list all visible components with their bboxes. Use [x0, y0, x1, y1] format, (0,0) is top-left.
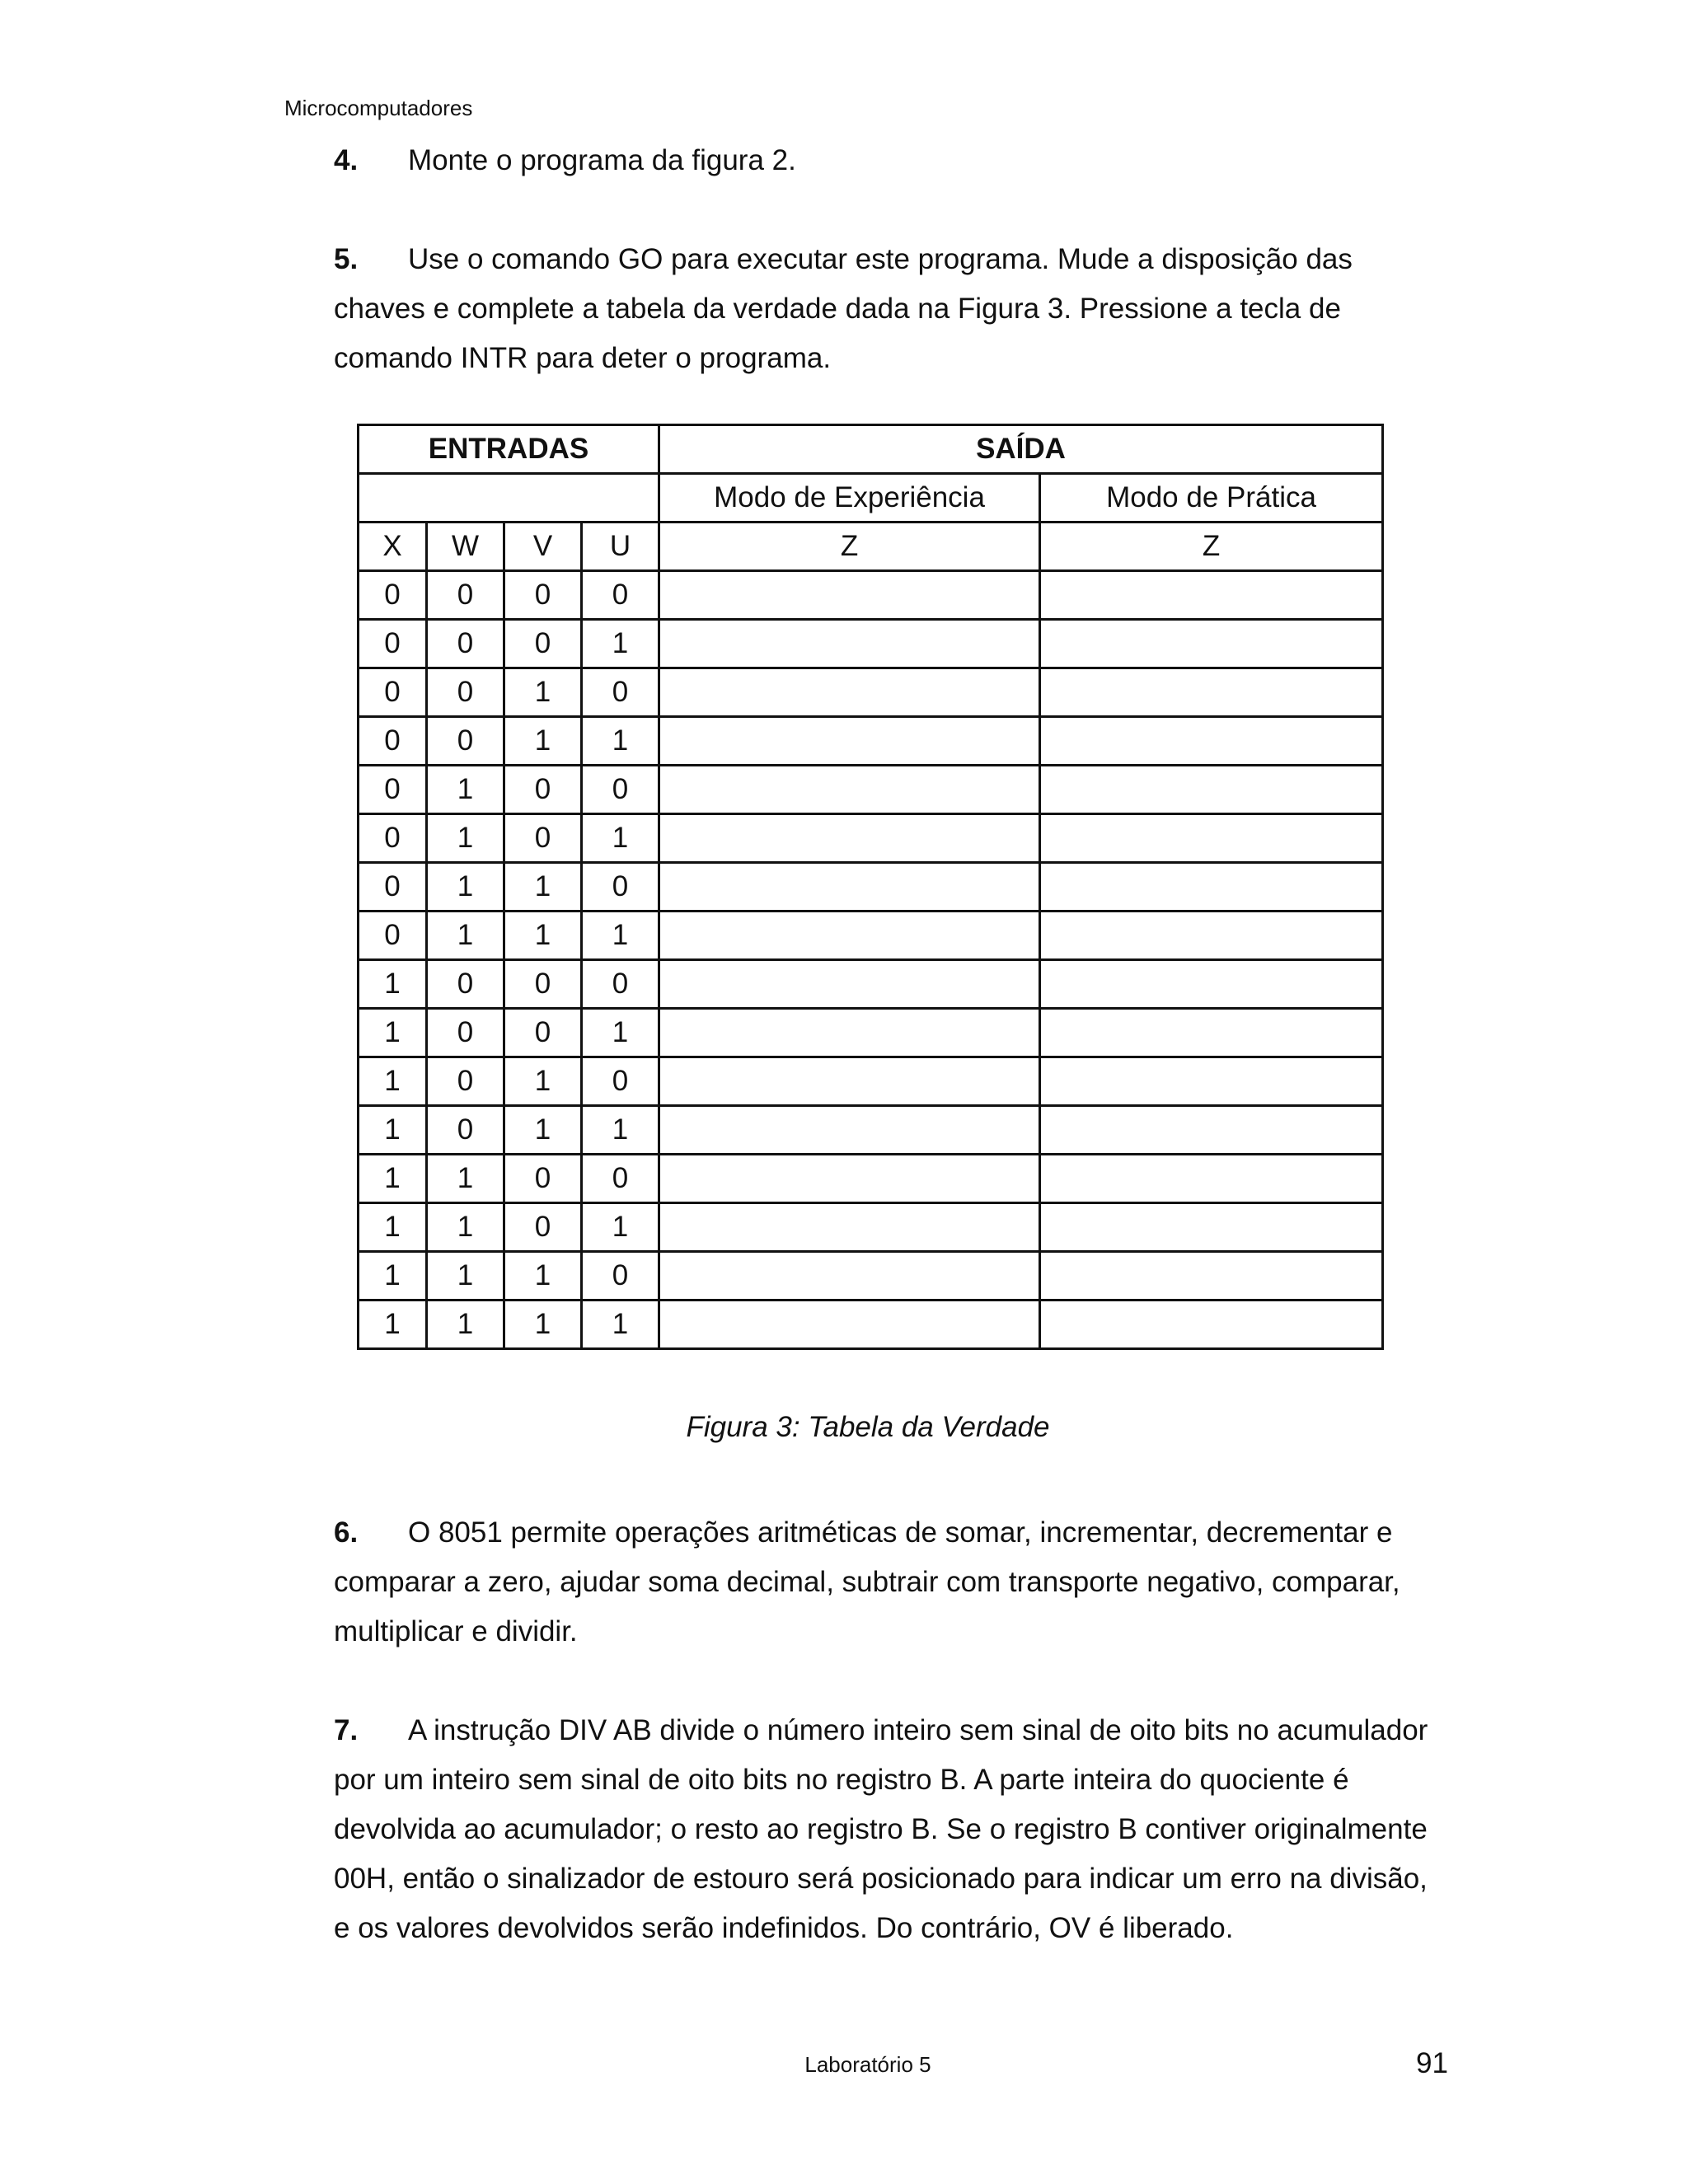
input-cell: 1 — [359, 1301, 427, 1349]
output-cell-experiencia[interactable] — [659, 1057, 1040, 1106]
table-header-row — [359, 425, 1383, 474]
input-cell: 1 — [359, 1155, 427, 1203]
input-cell: 1 — [427, 1203, 504, 1252]
input-cell: 0 — [359, 717, 427, 766]
input-cell: 0 — [504, 1203, 582, 1252]
output-cell-experiencia[interactable] — [659, 1009, 1040, 1057]
output-cell-experiencia[interactable] — [659, 620, 1040, 668]
input-cell: 1 — [504, 1301, 582, 1349]
input-cell: 0 — [582, 960, 659, 1009]
item-number: 4. — [334, 144, 359, 176]
output-cell-pratica[interactable] — [1040, 1203, 1383, 1252]
table-row — [359, 1106, 1383, 1155]
input-cell: 0 — [504, 571, 582, 620]
input-cell: 0 — [359, 814, 427, 863]
item-number: 7. — [334, 1714, 359, 1746]
output-cell-experiencia[interactable] — [659, 912, 1040, 960]
input-cell: 1 — [582, 717, 659, 766]
table-row — [359, 668, 1383, 717]
table-row — [359, 1009, 1383, 1057]
output-cell-pratica[interactable] — [1040, 1009, 1383, 1057]
item-5 — [334, 235, 1451, 383]
output-cell-experiencia[interactable] — [659, 1252, 1040, 1301]
input-cell: 0 — [582, 1252, 659, 1301]
col-z-experiencia: Z — [659, 523, 1040, 571]
item-text: O 8051 permite operações aritméticas de somar, incrementar, decrementar e comparar a zero, ajudar soma decimal, subtrair com transporte negativo, comparar, multiplicar e dividir. — [334, 1516, 1400, 1647]
col-u: U — [582, 523, 659, 571]
saida-header: SAÍDA — [659, 425, 1383, 474]
col-w: W — [427, 523, 504, 571]
input-cell: 1 — [582, 620, 659, 668]
input-cell: 0 — [427, 960, 504, 1009]
input-cell: 1 — [359, 1106, 427, 1155]
truth-table — [357, 424, 1384, 1350]
entradas-header: ENTRADAS — [359, 425, 659, 474]
input-cell: 0 — [582, 571, 659, 620]
item-text: Use o comando GO para executar este programa. Mude a disposição das chaves e complete a tabela da verdade dada na Figura 3. Pressione a tecla de comando INTR para deter o programa. — [334, 243, 1353, 374]
item-7 — [334, 1706, 1451, 1953]
output-cell-pratica[interactable] — [1040, 717, 1383, 766]
input-cell: 0 — [427, 1009, 504, 1057]
input-cell: 0 — [504, 1009, 582, 1057]
mode-pratica: Modo de Prática — [1040, 474, 1383, 523]
output-cell-pratica[interactable] — [1040, 620, 1383, 668]
input-cell: 1 — [582, 1301, 659, 1349]
table-row — [359, 1252, 1383, 1301]
input-cell: 0 — [427, 620, 504, 668]
output-cell-experiencia[interactable] — [659, 814, 1040, 863]
input-cell: 1 — [582, 1203, 659, 1252]
output-cell-experiencia[interactable] — [659, 766, 1040, 814]
input-cell: 0 — [504, 620, 582, 668]
input-cell: 0 — [427, 571, 504, 620]
input-cell: 1 — [582, 1106, 659, 1155]
output-cell-pratica[interactable] — [1040, 863, 1383, 912]
table-row — [359, 1301, 1383, 1349]
input-cell: 0 — [582, 668, 659, 717]
input-cell: 1 — [504, 1057, 582, 1106]
input-cell: 1 — [504, 717, 582, 766]
input-cell: 1 — [359, 1252, 427, 1301]
output-cell-experiencia[interactable] — [659, 1155, 1040, 1203]
table-row — [359, 863, 1383, 912]
input-cell: 0 — [504, 1155, 582, 1203]
input-cell: 0 — [427, 1106, 504, 1155]
output-cell-experiencia[interactable] — [659, 717, 1040, 766]
output-cell-pratica[interactable] — [1040, 1155, 1383, 1203]
input-cell: 0 — [359, 912, 427, 960]
table-row — [359, 814, 1383, 863]
output-cell-pratica[interactable] — [1040, 1301, 1383, 1349]
item-text: Monte o programa da figura 2. — [408, 144, 796, 176]
input-cell: 0 — [582, 766, 659, 814]
input-cell: 1 — [359, 1009, 427, 1057]
input-cell: 1 — [427, 1252, 504, 1301]
output-cell-pratica[interactable] — [1040, 1106, 1383, 1155]
input-cell: 1 — [427, 1155, 504, 1203]
input-cell: 1 — [427, 863, 504, 912]
column-label-row — [359, 523, 1383, 571]
input-cell: 1 — [359, 960, 427, 1009]
input-cell: 1 — [427, 912, 504, 960]
running-header: Microcomputadores — [284, 96, 473, 120]
output-cell-experiencia[interactable] — [659, 960, 1040, 1009]
input-cell: 1 — [504, 863, 582, 912]
output-cell-experiencia[interactable] — [659, 1106, 1040, 1155]
page-number: 91 — [1416, 2047, 1448, 2079]
output-cell-pratica[interactable] — [1040, 571, 1383, 620]
table-row — [359, 571, 1383, 620]
input-cell: 0 — [427, 1057, 504, 1106]
input-cell: 0 — [582, 1155, 659, 1203]
input-cell: 0 — [582, 863, 659, 912]
input-cell: 0 — [582, 1057, 659, 1106]
item-6 — [334, 1508, 1451, 1657]
col-v: V — [504, 523, 582, 571]
input-cell: 1 — [427, 1301, 504, 1349]
item-4 — [334, 136, 1451, 185]
input-cell: 0 — [359, 571, 427, 620]
output-cell-pratica[interactable] — [1040, 668, 1383, 717]
col-z-pratica: Z — [1040, 523, 1383, 571]
input-cell: 0 — [359, 766, 427, 814]
output-cell-experiencia[interactable] — [659, 1203, 1040, 1252]
input-cell: 0 — [427, 717, 504, 766]
item-number: 6. — [334, 1516, 359, 1549]
table-row — [359, 620, 1383, 668]
blank-cell — [359, 474, 659, 523]
input-cell: 1 — [427, 766, 504, 814]
input-cell: 0 — [359, 620, 427, 668]
input-cell: 1 — [504, 1252, 582, 1301]
input-cell: 1 — [359, 1057, 427, 1106]
output-cell-pratica[interactable] — [1040, 814, 1383, 863]
output-cell-pratica[interactable] — [1040, 1057, 1383, 1106]
input-cell: 0 — [504, 766, 582, 814]
output-cell-experiencia[interactable] — [659, 1301, 1040, 1349]
input-cell: 1 — [582, 1009, 659, 1057]
input-cell: 1 — [359, 1203, 427, 1252]
col-x: X — [359, 523, 427, 571]
table-row — [359, 717, 1383, 766]
table-row — [359, 1057, 1383, 1106]
input-cell: 1 — [427, 814, 504, 863]
table-row — [359, 766, 1383, 814]
mode-row — [359, 474, 1383, 523]
output-cell-experiencia[interactable] — [659, 863, 1040, 912]
input-cell: 0 — [427, 668, 504, 717]
input-cell: 0 — [504, 814, 582, 863]
input-cell: 1 — [504, 1106, 582, 1155]
output-cell-pratica[interactable] — [1040, 1252, 1383, 1301]
table-row — [359, 912, 1383, 960]
input-cell: 0 — [359, 668, 427, 717]
table-row — [359, 960, 1383, 1009]
input-cell: 1 — [504, 668, 582, 717]
footer-section: Laboratório 5 — [804, 2052, 931, 2077]
input-cell: 1 — [504, 912, 582, 960]
input-cell: 1 — [582, 814, 659, 863]
input-cell: 1 — [582, 912, 659, 960]
mode-experiencia: Modo de Experiência — [659, 474, 1040, 523]
item-text: A instrução DIV AB divide o número inteiro sem sinal de oito bits no acumulador por um inteiro sem sinal de oito bits no registro B. A parte inteira do quociente é devolvida ao acumulador; o resto ao registro B. Se o registro B contiver originalmente 00H, então o sinalizador de estouro será posicionado para indicar um erro na divisão, e os valores devolvidos serão indefinidos. Do contrário, OV é liberado. — [334, 1714, 1428, 1944]
output-cell-pratica[interactable] — [1040, 912, 1383, 960]
output-cell-pratica[interactable] — [1040, 960, 1383, 1009]
item-number: 5. — [334, 243, 359, 275]
table-row — [359, 1203, 1383, 1252]
input-cell: 0 — [359, 863, 427, 912]
output-cell-pratica[interactable] — [1040, 766, 1383, 814]
table-row — [359, 1155, 1383, 1203]
output-cell-experiencia[interactable] — [659, 668, 1040, 717]
input-cell: 0 — [504, 960, 582, 1009]
figure-caption: Figura 3: Tabela da Verdade — [686, 1411, 1050, 1443]
output-cell-experiencia[interactable] — [659, 571, 1040, 620]
